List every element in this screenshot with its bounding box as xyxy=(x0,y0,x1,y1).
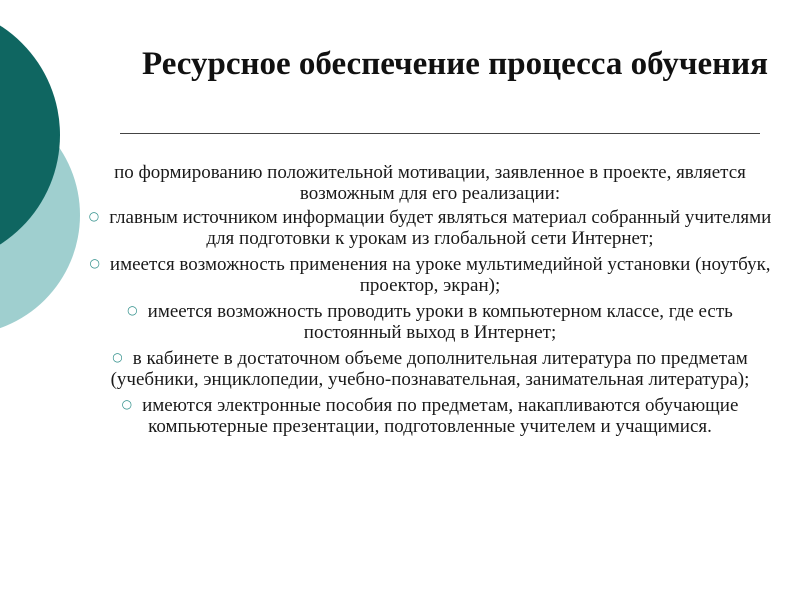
list-item xyxy=(80,394,780,437)
title-divider xyxy=(120,133,760,134)
bullet-list xyxy=(80,206,780,437)
slide-body xyxy=(80,162,780,441)
hollow-circle-bullet-icon: ○ xyxy=(127,303,138,317)
list-item-text: имеются электронные пособия по предметам, накапливаются обучающие компьютерные презентации, подготовленные учителем и учащимися. xyxy=(142,395,739,437)
list-item-text: имеется возможность проводить уроки в компьютерном классе, где есть постоянный выход в Интернет; xyxy=(147,301,733,343)
list-item xyxy=(80,206,780,249)
list-item xyxy=(80,253,780,296)
hollow-circle-bullet-icon: ○ xyxy=(112,350,123,364)
slide-title: Ресурсное обеспечение процесса обучения xyxy=(142,46,768,82)
hollow-circle-bullet-icon: ○ xyxy=(121,397,133,411)
intro-text: по формированию положительной мотивации, заявленное в проекте, является возможным для его реализации: xyxy=(114,162,746,204)
list-item xyxy=(80,300,780,343)
list-item xyxy=(80,347,780,390)
list-item-text: имеется возможность применения на уроке мультимедийной установки (ноутбук, проектор, экран); xyxy=(109,254,771,296)
list-item-text: в кабинете в достаточном объеме дополнительная литература по предметам (учебники, энциклопедии, учебно-познавательная, занимательная литература); xyxy=(110,348,750,390)
hollow-circle-bullet-icon: ○ xyxy=(89,256,100,270)
list-item-text: главным источником информации будет являться материал собранный учителями для подготовки к урокам из глобальной сети Интернет; xyxy=(109,207,772,249)
hollow-circle-bullet-icon: ○ xyxy=(88,209,100,223)
